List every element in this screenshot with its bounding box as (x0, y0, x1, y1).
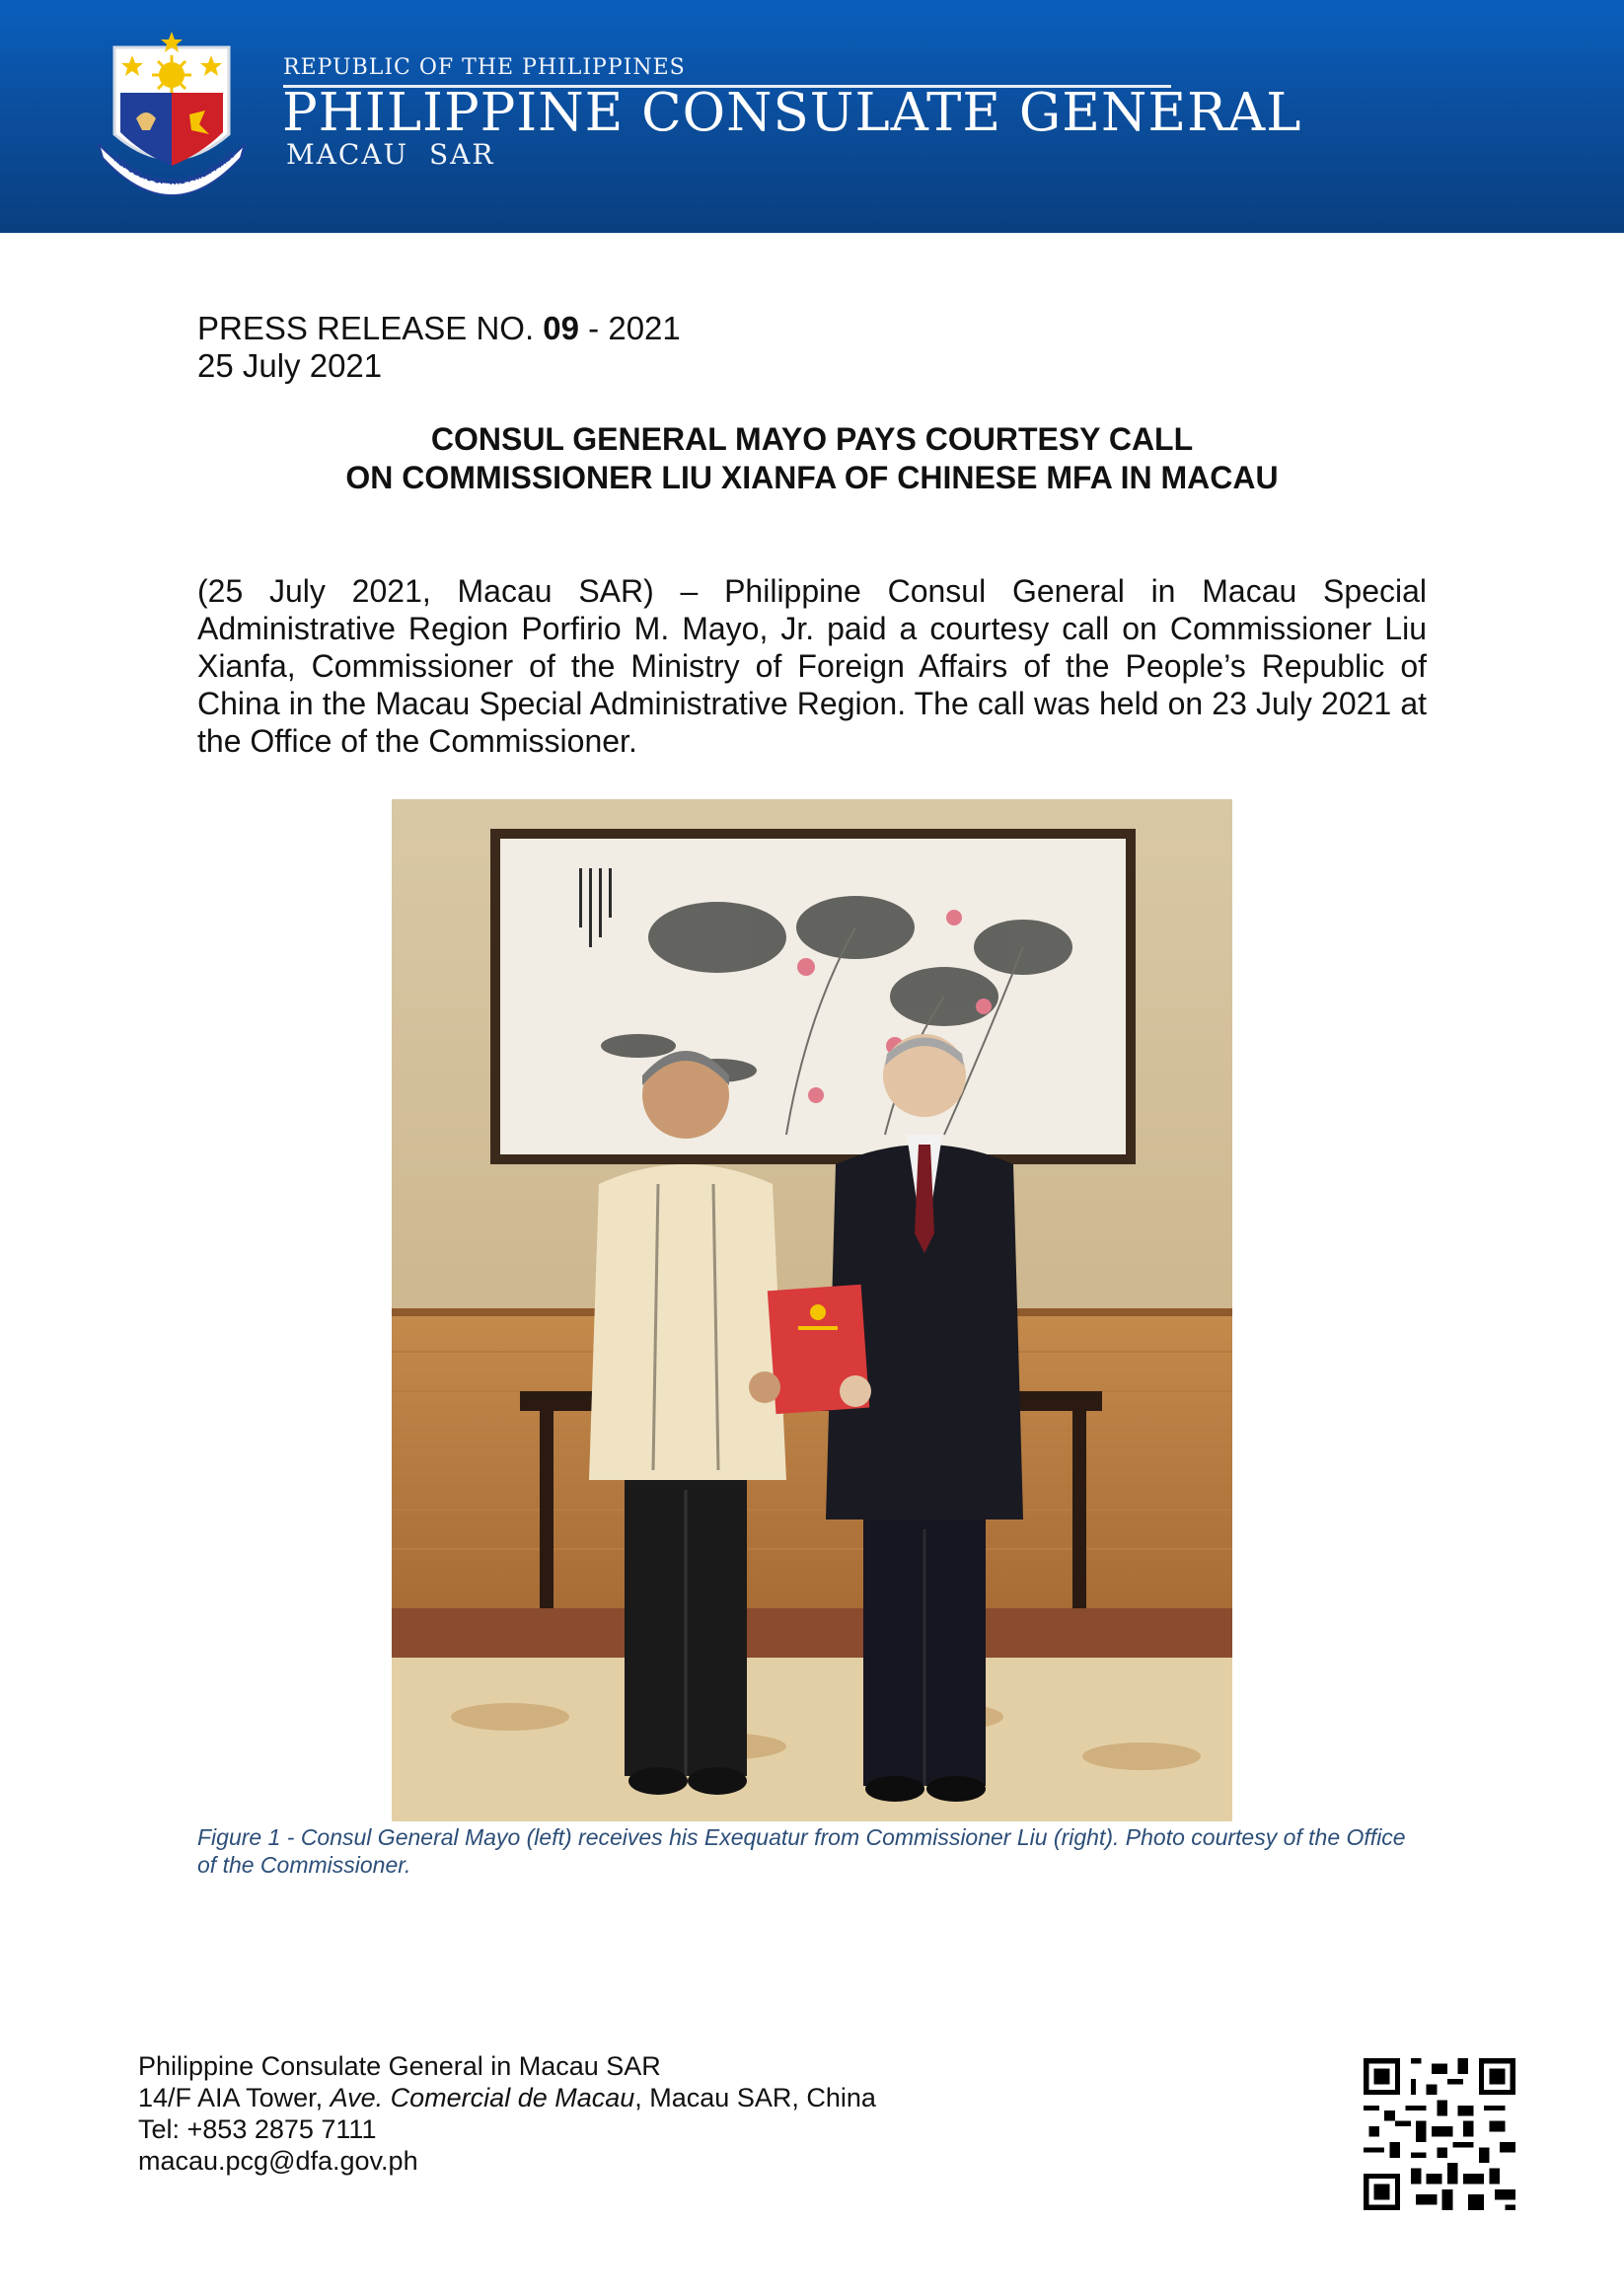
courtesy-call-photo (392, 799, 1232, 1821)
office-heading: PHILIPPINE CONSULATE GENERAL (282, 83, 1302, 143)
press-release-info (197, 310, 681, 385)
footer-address: 14/F AIA Tower, Ave. Comercial de Macau, Macau SAR, China (138, 2083, 876, 2112)
footer-office-name: Philippine Consulate General in Macau SAR (138, 2051, 661, 2081)
qr-code-icon[interactable] (1364, 2058, 1515, 2210)
headline-line-1: CONSUL GENERAL MAYO PAYS COURTESY CALL (430, 421, 1194, 457)
press-release-date: 25 July 2021 (197, 347, 383, 384)
release-number: 09 (543, 310, 580, 346)
location-heading: MACAU SAR (286, 138, 495, 171)
body-paragraph: (25 July 2021, Macau SAR) – Philippine Consul General in Macau Special Administrative Region Porfirio M. Mayo, Jr. paid a courtesy call on Commissioner Liu Xianfa, Commissioner of the Ministry of Foreign Affairs of the People’s Republic of China in the Macau Special Administrative Region. The call was held on 23 July 2021 at the Office of the Commissioner. (197, 573, 1427, 759)
footer-contact (138, 2050, 876, 2177)
figure-caption: Figure 1 - Consul General Mayo (left) receives his Exequatur from Commissioner Liu (right). Photo courtesy of the Office of the Commissioner. (197, 1824, 1406, 1878)
headline (197, 420, 1427, 497)
headline-line-2: ON COMMISSIONER LIU XIANFA OF CHINESE MFA IN MACAU (345, 460, 1279, 495)
philippine-seal-icon (93, 28, 251, 201)
seal-ring-text: REPUBLIC OF THE PHILIPPINES (111, 149, 238, 187)
footer-telephone: Tel: +853 2875 7111 (138, 2114, 377, 2144)
footer-email[interactable]: macau.pcg@dfa.gov.ph (138, 2146, 418, 2176)
header-banner (0, 0, 1624, 233)
republic-heading: REPUBLIC OF THE PHILIPPINES (283, 55, 686, 80)
press-release-number: PRESS RELEASE NO. 09 - 2021 (197, 310, 681, 346)
